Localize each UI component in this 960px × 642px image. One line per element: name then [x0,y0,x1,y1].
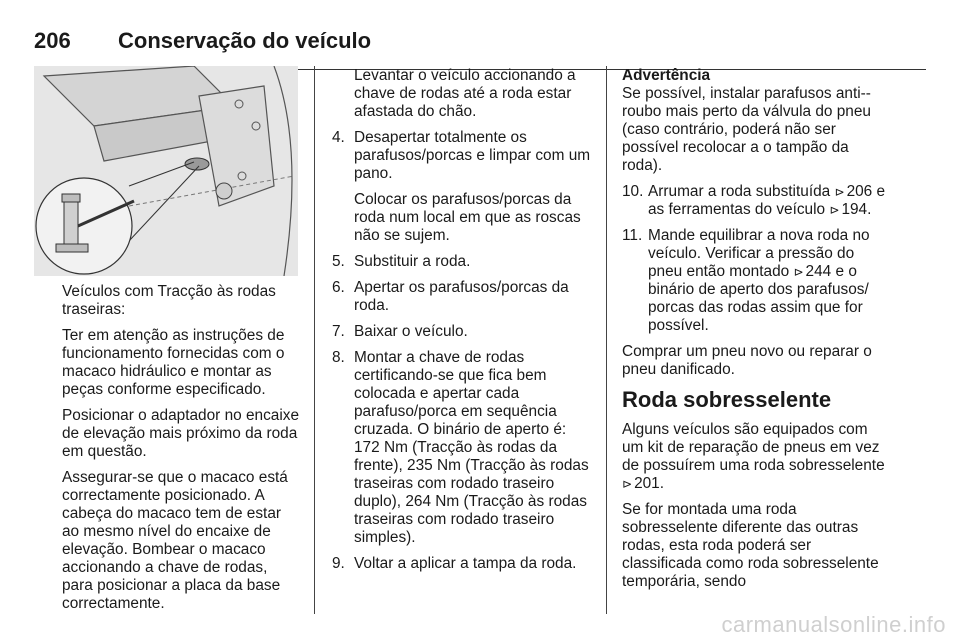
page-ref[interactable]: 244 [805,263,832,280]
step-text: e o binário de aperto dos parafusos/ porcas das rodas assim que for possível. [648,263,869,334]
jack-under-rear-axle-icon [34,66,298,276]
step-text: Mande equilibrar a nova roda no veículo. Verificar a pressão do pneu então montado [648,227,870,280]
step-text: Desapertar totalmente os parafusos/porcas e limpar com um pano. [354,129,591,182]
step-number: 8. [332,349,345,366]
list-item [332,555,594,573]
step-number: 9. [332,555,345,572]
page-ref[interactable]: 206 [846,183,873,200]
step-text: Voltar a aplicar a tampa da roda. [354,555,577,572]
column-divider-1 [314,66,315,614]
column-divider-2 [606,66,607,614]
step-text: Baixar o veículo. [354,323,468,340]
steps-list [332,129,594,573]
step-continuation: Levantar o veículo accionando a chave de rodas até a roda estar afastada do chão. [354,67,576,120]
page-ref-icon: ⊳ [834,185,845,199]
column-1 [62,283,302,621]
list-item: 10. Arrumar a roda substituída ⊳ 206 e as ferramentas do veículo ⊳ 194. [622,183,886,218]
list-item [332,323,594,341]
step-number: 7. [332,323,345,340]
paragraph: Se for montada uma roda sobresselente diferente das outras rodas, esta roda poderá ser classificada como roda sobresselente temporária, sendo [622,501,879,590]
step-text: Substituir a roda. [354,253,471,270]
warning-title: Advertência [622,67,711,84]
step-text: Montar a chave de rodas certificando-se que fica bem colocada e apertar cada parafuso/porca em sequência cruzada. O binário de aperto é: 172 Nm (Tracção às rodas da frente), 235 Nm (Tracção às rodas traseiras com rodado traseiro duplo), 264 Nm (Tracção às rodas traseiras com rodado traseiro simples). [354,349,589,546]
step-number: 6. [332,279,345,296]
paragraph: Comprar um pneu novo ou reparar o pneu danificado. [622,343,872,378]
step-number: 11. [622,227,643,244]
warning-text: Se possível, instalar parafusos anti--roubo mais perto da válvula do pneu (caso contrário, poderá não ser possível recolocar a o tampão da roda). [622,85,871,174]
step-text: e as ferramentas do veículo [648,183,886,218]
page-ref[interactable]: 194 [841,201,868,218]
step-number: 10. [622,183,644,200]
paragraph: Assegurar-se que o macaco está correctamente posicionado. A cabeça do macaco tem de estar ao mesmo nível do encaixe de elevação. Bombear o macaco accionando a chave de rodas, para posicionar a placa da base correctamente. [62,469,288,612]
page-number: 206 [34,28,71,53]
page-title: Conservação do veículo [118,28,372,53]
paragraph: Veículos com Tracção às rodas traseiras: [62,283,276,318]
page-header [34,20,926,53]
step-text: Arrumar a roda substituída [648,183,831,200]
page-ref[interactable]: 201 [634,475,660,492]
step-number: 5. [332,253,345,270]
list-item [332,129,594,245]
list-item [332,279,594,315]
step-number: 4. [332,129,345,146]
jack-illustration [34,66,298,276]
paragraph: Posicionar o adaptador no encaixe de elevação mais próximo da roda em questão. [62,407,300,460]
watermark: carmanualsonline.info [721,612,946,637]
list-item [332,253,594,271]
step-text: Apertar os parafusos/porcas da roda. [354,279,569,314]
page-ref-icon: ⊳ [622,477,633,491]
paragraph: Alguns veículos são equipados com um kit de reparação de pneus em vez de possuírem uma roda sobresselente ⊳ 201. [622,421,885,492]
steps-list [622,183,890,335]
section-heading: Roda sobresselente [622,387,832,412]
column-3 [622,67,890,599]
column-2 [332,67,594,581]
paragraph: Ter em atenção as instruções de funcionamento fornecidas com o macaco hidráulico e montar as peças conforme especificado. [62,327,285,398]
page-ref-icon: ⊳ [829,203,840,217]
step-text-extra: Colocar os parafusos/porcas da roda num local em que as roscas não se sujem. [354,191,581,244]
list-item [332,349,594,547]
list-item [622,227,890,335]
page-ref-icon: ⊳ [793,265,804,279]
